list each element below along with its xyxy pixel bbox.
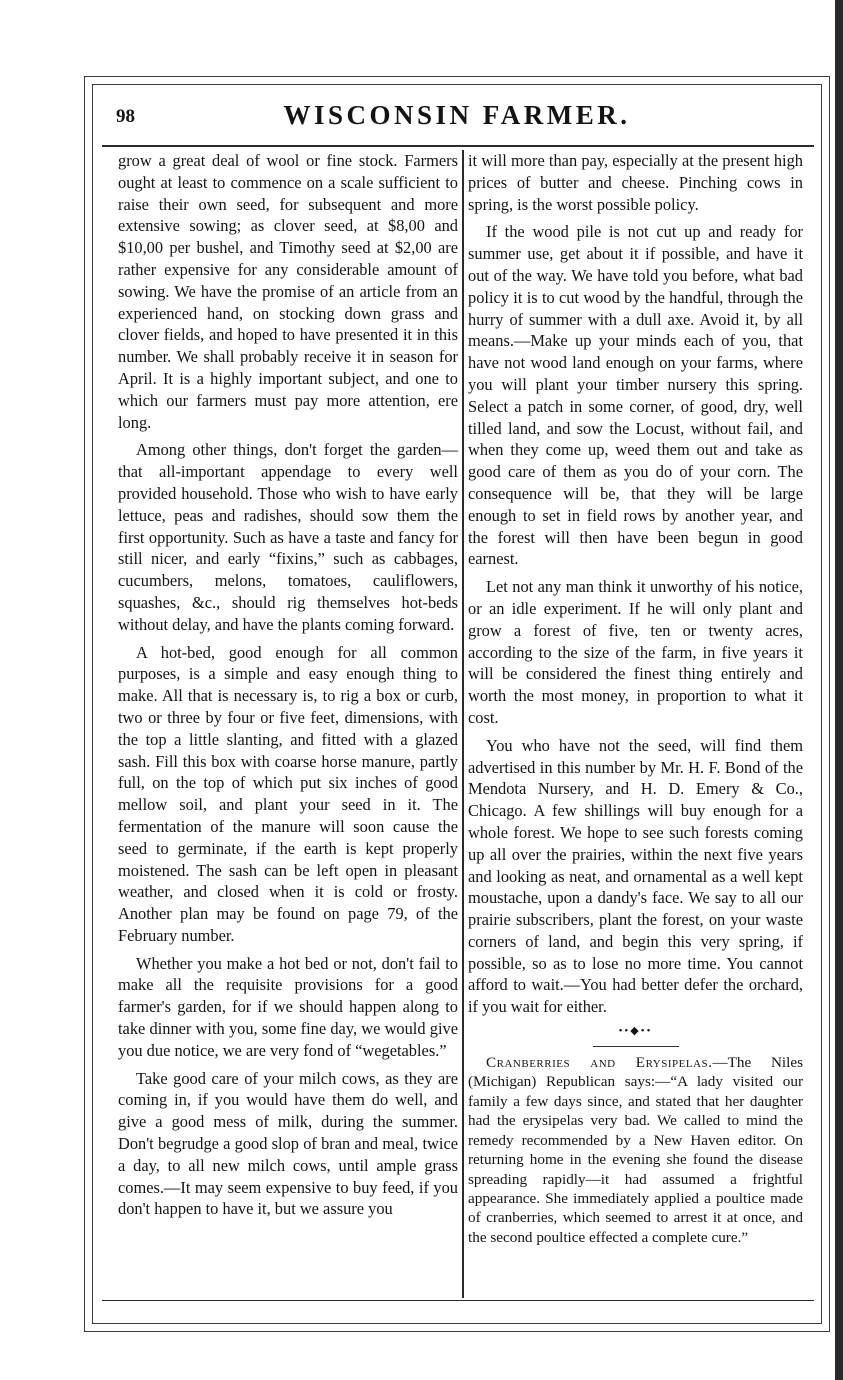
paragraph: Whether you make a hot bed or not, don't fail to make all the requisite provisions for a good farmer's garden, for if we should happen along to take dinner with you, some fine day, we would give you due notice, we are very fond of “wegetables.”	[118, 953, 458, 1060]
right-column	[468, 150, 803, 1253]
bottom-rule	[102, 1300, 814, 1301]
left-column	[118, 150, 458, 1226]
paragraph: it will more than pay, especially at the present high prices of butter and cheese. Pinching cows in spring, is the worst possible policy.	[468, 151, 803, 214]
paragraph: Take good care of your milch cows, as they are coming in, if you would have them do well, and give a good mess of milk, during the summer. Don't begrudge a good slop of bran and meal, twice a day, to all new milch cows, until ample grass comes.—It may seem expensive to buy feed, if you don't happen to have it, but we assure you	[118, 1068, 458, 1219]
running-head: WISCONSIN FARMER.	[283, 100, 631, 130]
cranberries-notice	[468, 1053, 803, 1247]
notice-heading: Cranberries and Erysipelas.	[486, 1054, 713, 1072]
paragraph: Among other things, don't forget the garden—that all-important appendage to every well provided household. Those who wish to have early lettuce, peas and radishes, should sow them the first opportunity. Such as have a taste and fancy for still nicer, and early “fixins,” such as cabbages, cucumbers, melons, tomatoes, cauliflowers, squashes, &c., should rig themselves hot-beds without delay, and have the plants coming forward.	[118, 440, 458, 634]
section-ornament: ••◆••	[618, 1025, 653, 1038]
paragraph: A hot-bed, good enough for all common purposes, is a simple and easy enough thing to make. All that is necessary is, to rig a box or curb, two or three by four or five feet, dimensions, with the top a little slanting, and fitted with a glazed sash. Fill this box with coarse horse manure, partly full, on the top of which put six inches of good mellow soil, and plant your seed in it. The fermentation of the manure will soon cause the seed to germinate, if the earth is kept properly moistened. The sash can be left open in pleasant weather, and closed when it is cold or frosty. Another plan may be found on page 79, of the February number.	[118, 642, 458, 945]
header-rule	[102, 145, 814, 147]
paragraph: If the wood pile is not cut up and ready for summer use, get about it if possible, and have it out of the way. We have told you before, what bad policy it is to cut wood by the handful, through the hurry of summer with a dull axe. Avoid it, by all means.—Make up your minds each of you, that have not wood land enough on your farms, where you will plant your timber nursery this spring. Select a patch in some corner, of good, dry, well tilled land, and sow the Locust, without fail, and when they come up, weed them out and take as good care of them as you do of your corn. The consequence will be, that they will be large enough to set in field rows by another year, and the forest will then have been begun in good earnest.	[468, 222, 803, 569]
paragraph: Let not any man think it unworthy of his notice, or an idle experiment. If he will only plant and grow a forest of five, ten or twenty acres, according to the size of the farm, in five years it will be considered the finest thing entirely and worth the most money, in proportion to what it cost.	[468, 577, 803, 727]
page-edge-shadow	[835, 0, 843, 1380]
item-divider	[593, 1046, 679, 1047]
column-divider	[462, 150, 464, 1298]
page-number: 98	[116, 106, 135, 127]
notice-text: —The Niles (Michigan) Republican says:—“A lady visited our family a few days since, and stated that her daughter had the erysipelas very bad. We called to mind the remedy recommended by a New Haven editor. On returning home in the evening she found the disease spreading rapidly—it had assumed a frightful appearance. She immediately applied a poultice made of cranberries, which seemed to arrest it at once, and the second poultice effected a complete cure.”	[468, 1054, 804, 1246]
paragraph: grow a great deal of wool or fine stock. Farmers ought at least to commence on a scale sufficient to raise their own seed, for subsequent and more extensive sowing; as clover seed, at $8,00 and $10,00 per bushel, and Timothy seed at $2,00 are rather expensive for any considerable amount of sowing. We have the promise of an article from an experienced hand, on stocking down grass and clover fields, and hoped to have presented it in this number. We shall probably receive it in season for April. It is a highly important subject, and one to which our farmers must pay more attention, ere long.	[118, 151, 458, 432]
page-header	[92, 96, 822, 142]
paragraph: You who have not the seed, will find them advertised in this number by Mr. H. F. Bond of the Mendota Nursery, and H. D. Emery & Co., Chicago. A few shillings will buy enough for a whole forest. We hope to see such forests coming up all over the prairies, within the next five years and looking as neat, and ornamental as a well kept moustache, upon a dandy's face. We say to all our prairie subscribers, plant the forest, on your waste corners of land, and begin this very spring, if possible, so as to lose no more time. You cannot afford to wait.—You had better defer the orchard, if you wait for either.	[468, 735, 803, 1017]
